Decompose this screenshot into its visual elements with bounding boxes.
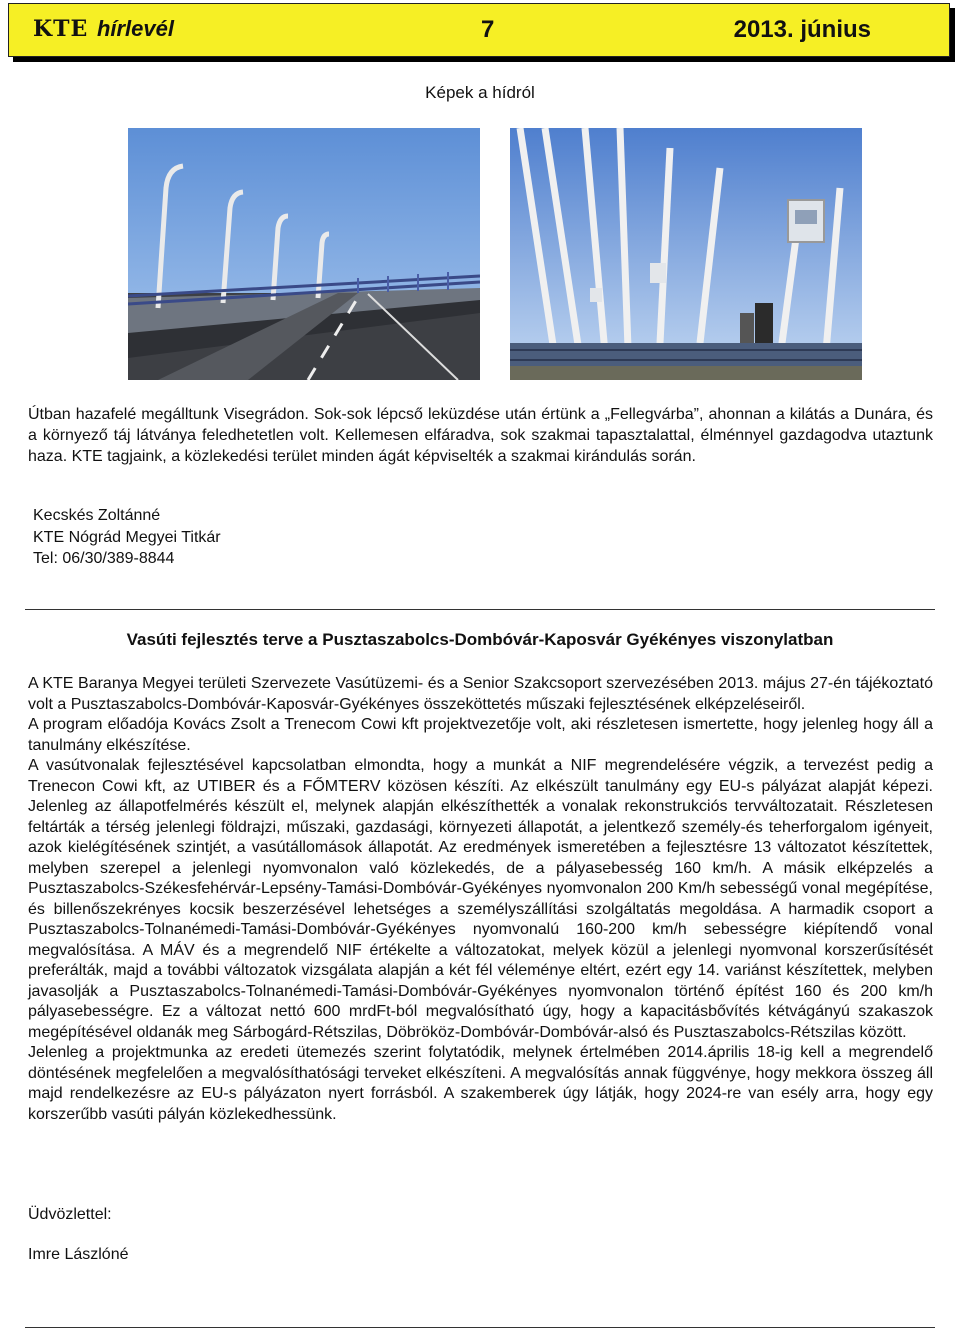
logo-hirlevel: hírlevél	[96, 16, 174, 41]
bridge-road-photo	[128, 128, 480, 380]
page-number: 7	[481, 16, 495, 43]
signature-role: KTE Nógrád Megyei Titkár	[33, 528, 221, 546]
intro-text: Útban hazafelé megálltunk Visegrádon. Sok-sok lépcső leküzdése után értünk a „Fellegvárba”, ahonnan a kilátás a Dunára, és a környező táj látványa feledhetetlen volt. Kellemesen elfáradva, sok szakmai tapasztalattal, élménnyel gazdagodva utaztunk haza. KTE tagjaink, a közlekedési terület minden ágát képviselték a szakmai kirándulás során.	[28, 406, 933, 465]
article-paragraph: A KTE Baranya Megyei területi Szervezete Vasútüzemi- és a Senior Szakcsoport szervezésében 2013. május 27-én tájékoztató volt a Pusztaszabolcs-Dombóvár-Kaposvár-Gyékényes összeköttetés műszaki fejlesztésének elképzeléseiről.	[28, 675, 933, 713]
article-body	[28, 674, 933, 1125]
bridge-railing-photo	[510, 128, 862, 380]
photo-caption: Képek a hídról	[425, 83, 535, 102]
logo-kte: KTE	[33, 16, 89, 42]
article-paragraph: Jelenleg a projektmunka az eredeti ütemezés szerint folytatódik, melynek értelmében 2014.április 18-ig kell a megrendelő döntésének megfelelően a megvalósíthatósági terveket elkészíteni. A megvalósítás annak függvénye, hogy mekkora összeg áll majd rendelkezésre az EU-s pályázaton nyert forrásból. A szakemberek úgy látják, hogy 2024-re van esély arra, hogy egy korszerűbb vasúti pályán közlekedhessünk.	[28, 1044, 933, 1123]
article-paragraph: A program előadója Kovács Zsolt a Trenecom Cowi kft projektvezetője volt, aki részletesen ismertette, hogy jelenleg hogy áll a tanulmány elkészítése.	[28, 716, 933, 754]
newsletter-logo	[33, 16, 174, 42]
signature-name: Kecskés Zoltánné	[33, 507, 161, 524]
newsletter-header	[8, 3, 950, 57]
article-title: Vasúti fejlesztés terve a Pusztaszabolcs-Dombóvár-Kaposvár Gyékényes viszonylatban	[126, 630, 834, 649]
greeting: Üdvözlettel:	[28, 1206, 112, 1223]
article-paragraph: A vasútvonalak fejlesztésével kapcsolatban elmondta, hogy a munkát a NIF megrendelésére végzik, a tervezést pedig a Trenecon Cowi kft, az UTIBER és a FŐMTERV közösen készíti. Az elkészült tanulmány egy EU-s pályázat alapját képezi. Jelenleg az állapotfelmérés készült el, melynek alapján elkészíthették a vonalak rekonstrukciós tervváltozatait. Részletesen feltárták a térség jelenlegi földrajzi, műszaki, gazdasági, környezeti állapotát, a jelentkező személy-és teherforgalom igényeit, azok kielégítésének szintjét, a vasútállomások állapotát. Az eredmények ismeretében a fejlesztésre 13 változatot készítettek, melyben szerepel a jelenlegi nyomvonalon való közlekedés, de a pályasebesség 160 km/h. A másik elképzelés a Pusztaszabolcs-Székesfehérvár-Lepsény-Tamási-Dombóvár-Gyékényes nyomvonalon 200 Km/h sebességű vonal megépítése, és billenőszekrényes kocsik beszerzésével lehetséges a személyszállítási szolgáltatás megoldása. A harmadik csoport a Pusztaszabolcs-Tolnanémedi-Tamási-Dombóvár-Gyékényes nyomvonalú 160-200 km/h sebességre kiépítendő vonal megvalósítása. A MÁV és a megrendelő NIF értékelte a változatokat, melyek közül a jelenlegi nyomvonal korszerűsítését preferálták, majd a további változatok vizsgálata alapján a két fél véleménye eltért, ezért egy 14. variánst készítettek, melyben javasolják a Pusztaszabolcs-Tolnanémedi-Tamási-Dombóvár-Gyékényes nyomvonalon történő építést 160 és 200 km/h pályasebességre. Ez a változat nettó 600 mrdFt-ból megvalósítható úgy, hogy a kapacitásbővítés kétvágányú szakaszok megépítésével oldanák meg Sárbogárd-Rétszilas, Döbrököz-Dombóvár-Dombóvár-alsó és Pusztaszabolcs-Rétszilas között.	[28, 757, 933, 1041]
author-name: Imre Lászlóné	[28, 1246, 129, 1263]
signature-block	[33, 505, 221, 570]
section-divider	[25, 609, 935, 610]
issue-date: 2013. június	[733, 16, 871, 43]
footer-divider	[25, 1327, 935, 1328]
signature-phone: Tel: 06/30/389-8844	[33, 550, 175, 567]
intro-paragraph	[28, 404, 933, 467]
